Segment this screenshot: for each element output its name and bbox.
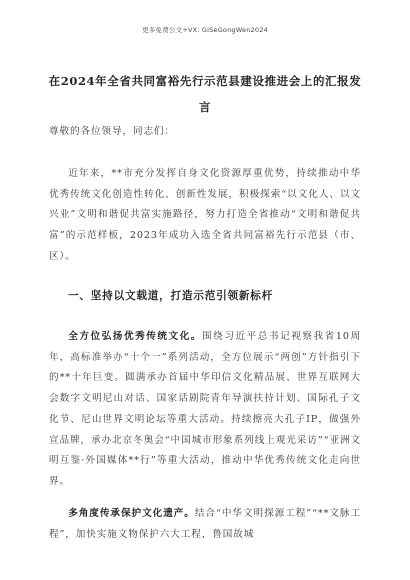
paragraph-culture <box>49 327 361 493</box>
paragraph-lead: 全方位弘扬优秀传统文化。 <box>68 331 203 342</box>
paragraph-body: 围绕习近平总书记视察我省10周年，高标准举办“十个一”系列活动，全方位展示“两创”方针指引下的**十年巨变。圆满承办首届中华印信文化精品展、世界互联网大会数字文明尼山对话、国家话剧院青年导演扶持计划、国际孔子文化节、尼山世界文明论坛等重大活动。持续擦亮大孔子IP，做强外宣品牌，承办北京冬奥会“中国城市形象系列线上观光采访”“亚洲文明互鉴·外国媒体**行”等重大活动，推动中华优秀传统文化走向世界。 <box>49 331 361 487</box>
paragraph-lead: 多角度传承保护文化遗产。 <box>68 508 195 519</box>
paragraph-body: 结合“中华文明探源工程”“**文脉工程”，加快实施文物保护六大工程，鲁国故城 <box>49 508 361 540</box>
paragraph-intro: 近年来，**市充分发挥自身文化资源厚重优势，持续推动中华优秀传统文化创造性转化、创新性发展，积极探索“以文化人、以文兴业”文明和谐促共富实施路径，努力打造全省推动“文明和谐促共富”的示范样板，2023年成功入选全省共同富裕先行示范县（市、区）。 <box>49 168 361 262</box>
salutation: 尊敬的各位领导，同志们： <box>49 126 175 137</box>
paragraph-heritage <box>49 504 361 545</box>
header-watermark: 更多免费公文+VX: GiSeGongWen2024 <box>142 26 268 34</box>
section-heading: 一、坚持以文载道，打造示范引领新标杆 <box>68 290 274 302</box>
page-title: 在2024年全省共同富裕先行示范县建设推进会上的汇报发言 <box>48 74 362 114</box>
